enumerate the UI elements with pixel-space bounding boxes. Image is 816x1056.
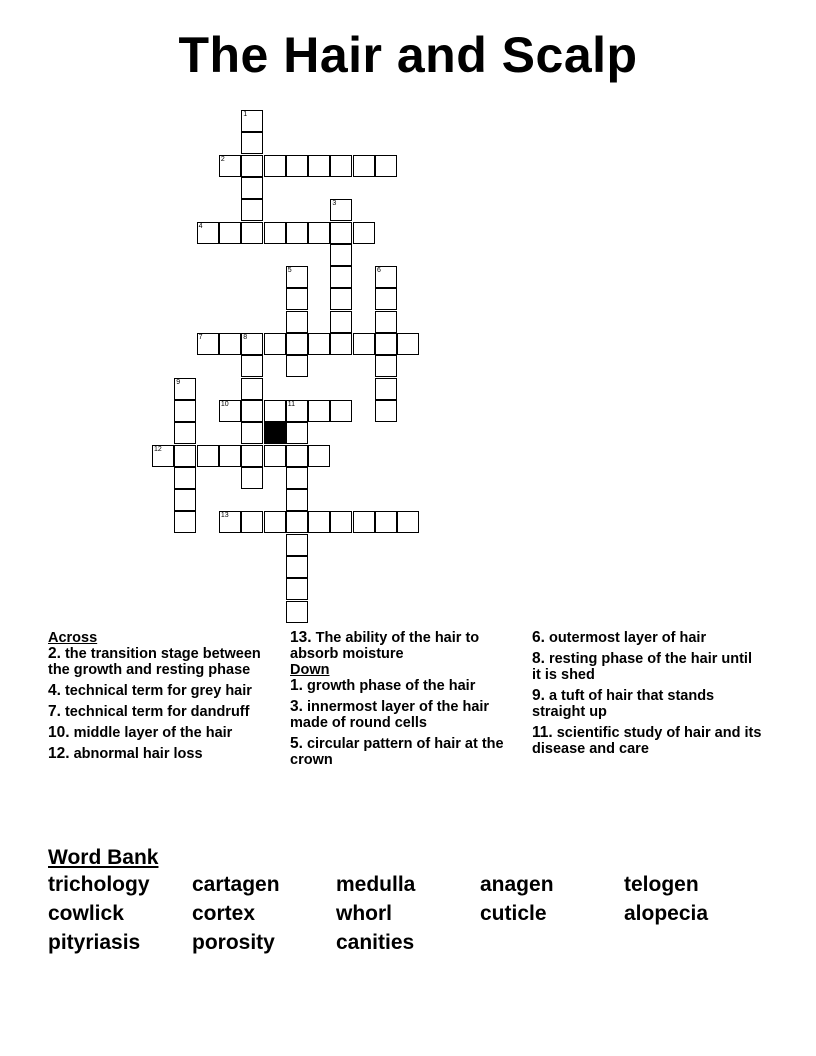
word-bank — [48, 873, 788, 955]
crossword-cell[interactable] — [375, 266, 397, 288]
clue-text: resting phase of the hair until it is shed — [532, 651, 752, 683]
clue-down-6 — [532, 630, 762, 646]
crossword-cell[interactable] — [286, 511, 308, 533]
clue-text: technical term for dandruff — [64, 704, 250, 720]
crossword-cell[interactable] — [286, 534, 308, 556]
cell-number: 1 — [243, 111, 248, 118]
clue-text: scientific study of hair and its disease and care — [532, 725, 762, 757]
crossword-cell[interactable] — [152, 445, 174, 467]
crossword-black-cell — [264, 422, 286, 444]
crossword-cell[interactable] — [308, 333, 330, 355]
clue-across-4 — [48, 683, 270, 699]
crossword-cell[interactable] — [353, 222, 375, 244]
crossword-cell[interactable] — [353, 155, 375, 177]
crossword-cell[interactable] — [286, 578, 308, 600]
down-heading: Down — [290, 662, 330, 678]
crossword-cell[interactable] — [375, 400, 397, 422]
crossword-cell[interactable] — [286, 489, 308, 511]
word-bank-item: alopecia — [624, 902, 709, 925]
cell-number: 10 — [220, 400, 229, 408]
cell-number: 4 — [198, 222, 203, 230]
clue-column-3 — [532, 630, 762, 762]
crossword-cell[interactable] — [330, 244, 352, 266]
word-bank-item: medulla — [336, 873, 416, 896]
cell-number: 3 — [332, 200, 337, 208]
crossword-cell[interactable] — [241, 400, 263, 422]
crossword-cell[interactable] — [353, 333, 375, 355]
crossword-cell[interactable] — [375, 333, 397, 355]
crossword-cell[interactable] — [197, 333, 219, 355]
crossword-cell[interactable] — [241, 355, 263, 377]
crossword-cell[interactable] — [241, 177, 263, 199]
across-heading: Across — [48, 630, 98, 646]
clue-down-8 — [532, 651, 762, 683]
clue-text: technical term for grey hair — [64, 683, 252, 699]
crossword-cell[interactable] — [264, 155, 286, 177]
cell-number: 6 — [377, 267, 381, 275]
crossword-cell[interactable] — [174, 445, 196, 467]
crossword-cell[interactable] — [375, 355, 397, 377]
crossword-cell[interactable] — [308, 511, 330, 533]
crossword-cell[interactable] — [286, 556, 308, 578]
crossword-cell[interactable] — [308, 222, 330, 244]
clue-across-10 — [48, 725, 270, 741]
crossword-cell[interactable] — [286, 311, 308, 333]
clue-down-1 — [290, 678, 520, 694]
crossword-cell[interactable] — [197, 222, 219, 244]
crossword-cell[interactable] — [241, 511, 263, 533]
crossword-cell[interactable] — [308, 445, 330, 467]
crossword-cell[interactable] — [264, 511, 286, 533]
crossword-cell[interactable] — [174, 378, 196, 400]
word-bank-item: anagen — [480, 873, 554, 896]
crossword-cell[interactable] — [241, 422, 263, 444]
crossword-cell[interactable] — [264, 333, 286, 355]
clue-number: 7. — [48, 703, 61, 720]
crossword-cell[interactable] — [264, 445, 286, 467]
clue-number: 12. — [48, 745, 70, 762]
clue-text: the transition stage between the growth and resting phase — [48, 646, 261, 678]
puzzle-title: The Hair and Scalp — [178, 27, 638, 83]
crossword-cell[interactable] — [219, 511, 241, 533]
crossword-cell[interactable] — [330, 222, 352, 244]
crossword-cell[interactable] — [219, 155, 241, 177]
crossword-cell[interactable] — [264, 222, 286, 244]
clue-down-3 — [290, 699, 520, 731]
cell-number: 8 — [243, 334, 248, 341]
clue-number: 3. — [290, 698, 303, 715]
crossword-cell[interactable] — [286, 445, 308, 467]
crossword-cell[interactable] — [286, 400, 308, 422]
word-bank-item: cortex — [192, 902, 256, 925]
cell-number: 7 — [198, 334, 203, 341]
crossword-cell[interactable] — [241, 132, 263, 154]
clue-text: growth phase of the hair — [306, 678, 476, 694]
word-bank-item: cuticle — [480, 902, 547, 925]
cell-number: 5 — [287, 267, 292, 275]
crossword-cell[interactable] — [241, 199, 263, 221]
crossword-cell[interactable] — [397, 511, 419, 533]
crossword-cell[interactable] — [330, 400, 352, 422]
cell-number: 11 — [287, 400, 296, 408]
cell-number: 13 — [220, 512, 229, 520]
crossword-cell[interactable] — [286, 266, 308, 288]
clue-number: 10. — [48, 724, 70, 741]
crossword-cell[interactable] — [353, 511, 375, 533]
clue-down-9 — [532, 688, 762, 720]
word-bank-item: porosity — [192, 931, 275, 954]
crossword-cell[interactable] — [330, 511, 352, 533]
cell-number: 12 — [154, 445, 162, 453]
crossword-cell[interactable] — [330, 266, 352, 288]
crossword-cell[interactable] — [330, 199, 352, 221]
crossword-cell[interactable] — [286, 155, 308, 177]
crossword-cell[interactable] — [286, 288, 308, 310]
crossword-cell[interactable] — [197, 445, 219, 467]
word-bank-item: whorl — [336, 902, 392, 925]
clue-across-2 — [48, 646, 270, 678]
crossword-cell[interactable] — [375, 311, 397, 333]
clue-number: 2. — [48, 645, 61, 662]
clue-text: The ability of the hair to absorb moisture — [290, 630, 480, 662]
crossword-cell[interactable] — [264, 400, 286, 422]
crossword-cell[interactable] — [241, 445, 263, 467]
cell-number: 2 — [220, 155, 225, 163]
crossword-cell[interactable] — [219, 222, 241, 244]
crossword-cell[interactable] — [286, 467, 308, 489]
crossword-cell[interactable] — [286, 355, 308, 377]
clue-number: 9. — [532, 687, 545, 704]
clue-text: a tuft of hair that stands straight up — [532, 688, 715, 720]
word-bank-item: telogen — [624, 873, 699, 896]
crossword-cell[interactable] — [219, 445, 241, 467]
word-bank-item: canities — [336, 931, 415, 954]
crossword-cell[interactable] — [397, 333, 419, 355]
crossword-cell[interactable] — [174, 511, 196, 533]
crossword-cell[interactable] — [330, 333, 352, 355]
clue-across-7 — [48, 704, 270, 720]
crossword-cell[interactable] — [241, 378, 263, 400]
clue-number: 6. — [532, 629, 545, 646]
clue-number: 5. — [290, 735, 303, 752]
clue-across-12 — [48, 746, 270, 762]
word-bank-item: cowlick — [48, 902, 124, 925]
crossword-cell[interactable] — [330, 288, 352, 310]
cell-number: 9 — [176, 378, 181, 386]
clue-text: middle layer of the hair — [73, 725, 233, 741]
clue-text: innermost layer of the hair made of round cells — [290, 699, 490, 731]
crossword-cell[interactable] — [219, 400, 241, 422]
crossword-cell[interactable] — [174, 422, 196, 444]
word-bank-item: cartagen — [192, 873, 280, 896]
crossword-cell[interactable] — [241, 467, 263, 489]
crossword-cell[interactable] — [174, 400, 196, 422]
crossword-cell[interactable] — [375, 378, 397, 400]
crossword-cell[interactable] — [241, 155, 263, 177]
crossword-cell[interactable] — [241, 333, 263, 355]
word-bank-item: trichology — [48, 873, 150, 896]
crossword-cell[interactable] — [286, 422, 308, 444]
crossword-cell[interactable] — [174, 489, 196, 511]
crossword-cell[interactable] — [174, 467, 196, 489]
word-bank-item: pityriasis — [48, 931, 141, 954]
clue-number: 13. — [290, 629, 312, 646]
crossword-cell[interactable] — [330, 155, 352, 177]
word-bank-title: Word Bank — [48, 846, 159, 869]
clue-number: 8. — [532, 650, 545, 667]
clue-down-5 — [290, 736, 520, 768]
clue-text: outermost layer of hair — [548, 630, 707, 646]
clue-down-11 — [532, 725, 762, 757]
clue-number: 11. — [532, 724, 553, 741]
clue-text: abnormal hair loss — [73, 746, 203, 762]
crossword-cell[interactable] — [241, 222, 263, 244]
clue-text: circular pattern of hair at the crown — [290, 736, 504, 768]
crossword-cell[interactable] — [286, 333, 308, 355]
clue-number: 1. — [290, 677, 303, 694]
crossword-cell[interactable] — [308, 400, 330, 422]
crossword-cell[interactable] — [241, 110, 263, 132]
crossword-cell[interactable] — [219, 333, 241, 355]
crossword-cell[interactable] — [375, 288, 397, 310]
clue-column-1 — [48, 630, 270, 767]
clue-number: 4. — [48, 682, 61, 699]
crossword-cell[interactable] — [286, 601, 308, 623]
crossword-cell[interactable] — [286, 222, 308, 244]
crossword-cell[interactable] — [375, 511, 397, 533]
clue-column-2 — [290, 630, 520, 773]
crossword-cell[interactable] — [330, 311, 352, 333]
crossword-cell[interactable] — [308, 155, 330, 177]
clue-across-13 — [290, 630, 520, 662]
crossword-cell[interactable] — [375, 155, 397, 177]
